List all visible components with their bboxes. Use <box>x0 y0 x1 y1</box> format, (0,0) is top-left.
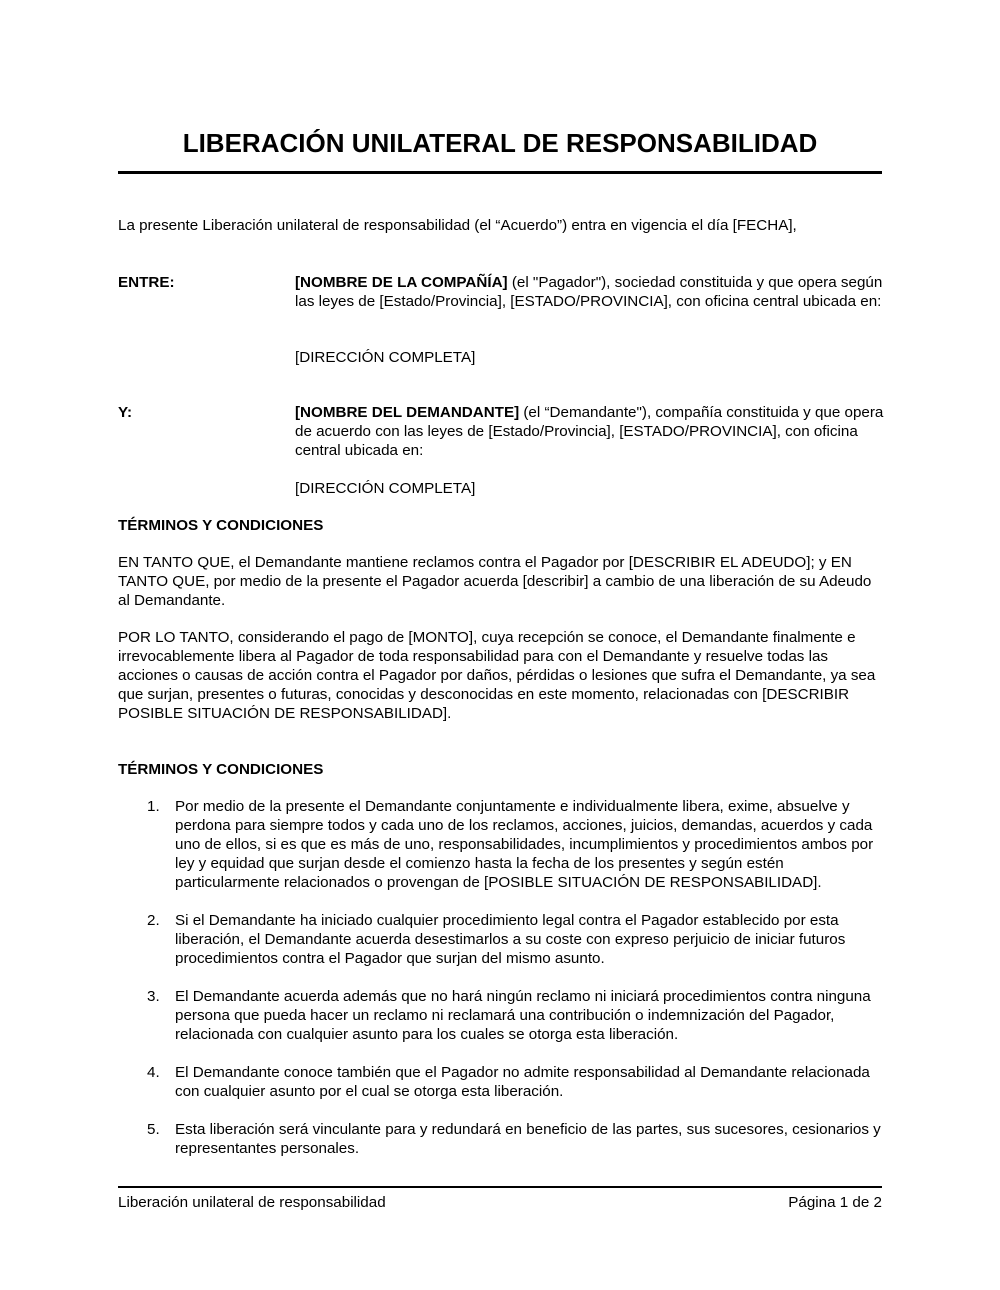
party-claimant-description <box>295 403 885 460</box>
title-divider <box>118 171 882 174</box>
term-item-4 <box>118 1063 882 1101</box>
document-title: LIBERACIÓN UNILATERAL DE RESPONSABILIDAD <box>182 128 818 158</box>
section-heading-terms-1: TÉRMINOS Y CONDICIONES <box>118 517 324 534</box>
party-label-and: Y: <box>118 404 133 421</box>
party-label-between: ENTRE: <box>118 274 175 291</box>
term-number: 4. <box>147 1064 160 1081</box>
party-payer-text: (el "Pagador"), sociedad constituida y que opera según las leyes de [Estado/Provincia], [ESTADO/PROVINCIA], con oficina central ubicada en: <box>295 274 883 310</box>
party-claimant-name: [NOMBRE DEL DEMANDANTE] <box>295 404 520 421</box>
term-item-1 <box>118 797 882 892</box>
footer-page-number: Página 1 de 2 <box>788 1194 882 1211</box>
whereas-paragraph: EN TANTO QUE, el Demandante mantiene reclamos contra el Pagador por [DESCRIBIR EL ADEUDO]; y EN TANTO QUE, por medio de la presente el Pagador acuerda [describir] a cambio de una liberación de su Adeudo al Demandante. <box>118 554 872 609</box>
section-heading-terms-2: TÉRMINOS Y CONDICIONES <box>118 761 324 778</box>
term-text: Si el Demandante ha iniciado cualquier procedimiento legal contra el Pagador establecido por esta liberación, el Demandante acuerda desestimarlos a su coste con expreso perjuicio de iniciar futuros procedimientos contra el Pagador que surjan del mismo asunto. <box>175 912 846 967</box>
term-item-5 <box>118 1120 882 1158</box>
term-number: 5. <box>147 1121 160 1138</box>
term-number: 1. <box>147 798 160 815</box>
therefore-paragraph: POR LO TANTO, considerando el pago de [MONTO], cuya recepción se conoce, el Demandante finalmente e irrevocablemente libera al Pagador de toda responsabilidad para con el Demandante y resuelve todas las acciones o causas de acción contra el Pagador por daños, pérdidas o lesiones que sufra el Demandante, ya sea que surjan, presentes o futuras, conocidas y desconocidas en este momento, relacionadas con [DESCRIBIR POSIBLE SITUACIÓN DE RESPONSABILIDAD]. <box>118 629 876 722</box>
term-number: 2. <box>147 912 160 929</box>
term-text: Esta liberación será vinculante para y redundará en beneficio de las partes, sus sucesores, cesionarios y representantes personales. <box>175 1121 881 1157</box>
party-payer-name: [NOMBRE DE LA COMPAÑÍA] <box>295 274 508 291</box>
term-item-3 <box>118 987 882 1044</box>
footer-document-name: Liberación unilateral de responsabilidad <box>118 1194 386 1211</box>
party-claimant-address: [DIRECCIÓN COMPLETA] <box>295 480 476 497</box>
term-text: El Demandante conoce también que el Pagador no admite responsabilidad al Demandante relacionada con cualquier asunto por el cual se otorga esta liberación. <box>175 1064 870 1100</box>
intro-paragraph: La presente Liberación unilateral de responsabilidad (el “Acuerdo”) entra en vigencia el día [FECHA], <box>118 217 797 234</box>
party-claimant-text: (el “Demandante"), compañía constituida y que opera de acuerdo con las leyes de [Estado/Provincia], [ESTADO/PROVINCIA], con oficina central ubicada en: <box>295 404 884 459</box>
term-text: Por medio de la presente el Demandante conjuntamente e individualmente libera, exime, absuelve y perdona para siempre todos y cada uno de los reclamos, acciones, juicios, demandas, acuerdos y cada uno de ellos, si es que es más de uno, responsabilidades, incumplimientos y procedimientos ambos por ley y equidad que surjan desde el comienzo hasta la fecha de los presentes y según estén particularmente relacionados o provengan de [POSIBLE SITUACIÓN DE RESPONSABILIDAD]. <box>175 798 874 891</box>
party-payer-description <box>295 273 885 311</box>
term-item-2 <box>118 911 882 968</box>
term-text: El Demandante acuerda además que no hará ningún reclamo ni iniciará procedimientos contra ninguna persona que pueda hacer un reclamo ni reclamará una contribución o indemnización del Pagador, relacionada con cualquier asunto para los cuales se otorga esta liberación. <box>175 988 871 1043</box>
party-payer-address: [DIRECCIÓN COMPLETA] <box>295 349 476 366</box>
terms-list <box>118 797 882 1158</box>
term-number: 3. <box>147 988 160 1005</box>
footer-divider <box>118 1186 882 1188</box>
